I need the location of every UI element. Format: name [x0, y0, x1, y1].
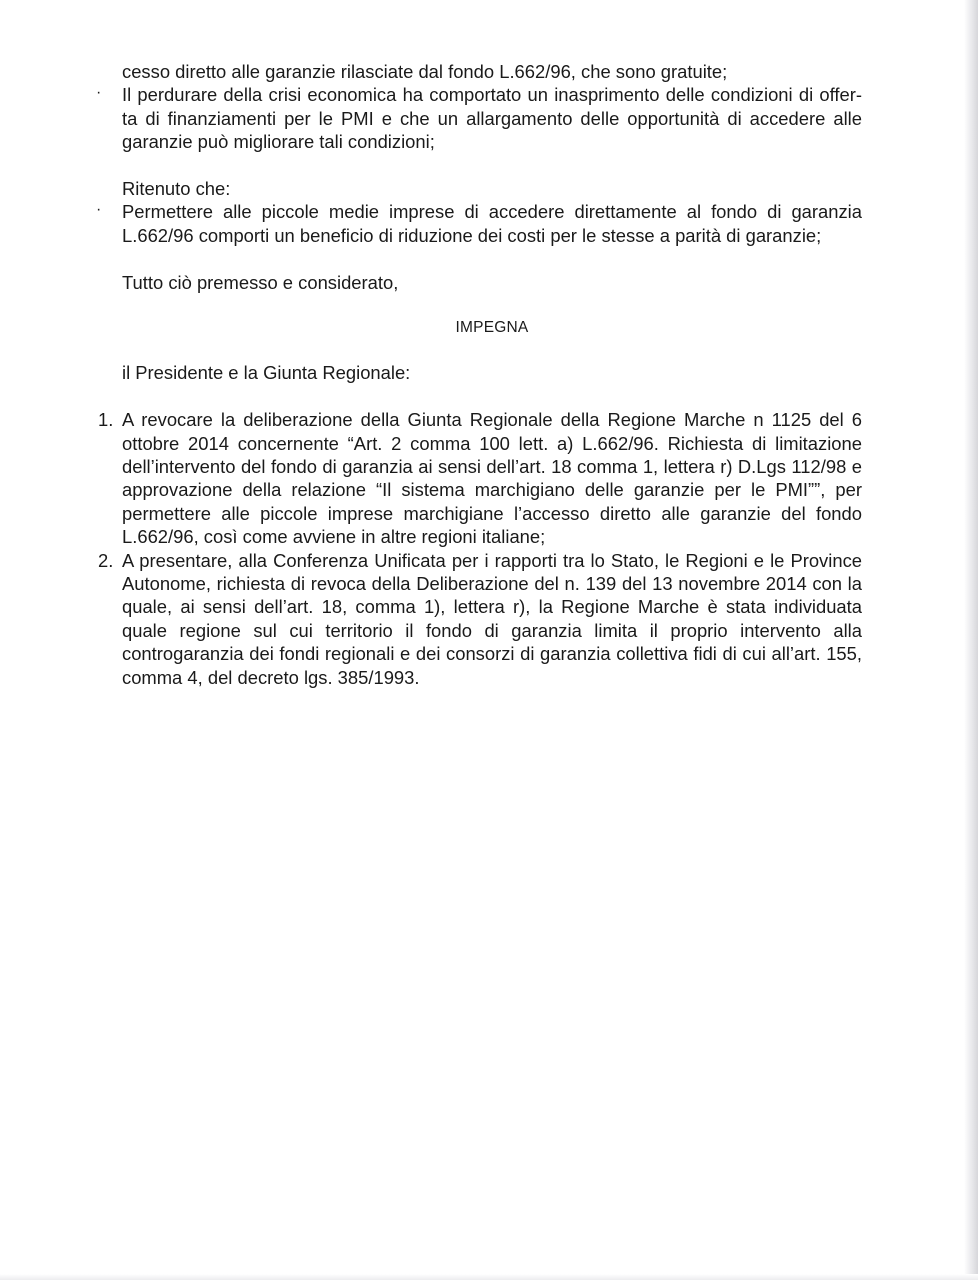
item-text: A presentare, alla Conferenza Unificata per i rapporti tra lo Stato, le Regioni e le Province Autonome, richiesta di revoca della Deliberazione del n. 139 del 13 novembre 2014 con la quale, ai sensi dell’art. 18, comma 1), lettera r), la Regione Marche è stata individuata quale regione sul cui territorio il fondo di garanzia limita il proprio intervento alla controgaranzia dei fondi regionali e dei consorzi di garanzia collettiva fidi di cui all’art. 155, comma 4, del decreto lgs. 385/1993. — [122, 549, 862, 688]
addressee-line: il Presidente e la Giunta Regionale: — [122, 362, 411, 384]
document-body — [96, 60, 862, 689]
bullet-item-crisi — [96, 83, 862, 153]
item-number: 2. — [98, 549, 114, 571]
bullet-text: Permettere alle piccole medie imprese di accedere direttamente al fondo di garanzia L.662/96 comporti un beneficio di riduzione dei costi per le stesse a parità di garanzie; — [122, 201, 862, 246]
item-number: 1. — [98, 409, 114, 431]
continuation-line: cesso diretto alle garanzie rilasciate dal fondo L.662/96, che sono gratuite; — [122, 61, 728, 82]
bullet-marker: · — [96, 201, 102, 219]
item-text: A revocare la deliberazione della Giunta Regionale della Regione Marche n 1125 del 6 ottobre 2014 concernente “Art. 2 comma 100 lett. a) L.662/96. Richiesta di limitazione dell’intervento del fondo di garanzia ai sensi dell’art. 18 comma 1, lettera r) D.Lgs 112/98 e approvazione della relazione “Il sistema marchigiano delle garanzie per le PMI””, per permettere alle piccole imprese marchigiane l’accesso diretto alle garanzie del fondo L.662/96, così come avviene in altre regioni italiane; — [122, 409, 862, 548]
ritenuto-label: Ritenuto che: — [122, 178, 231, 200]
bullet-marker: · — [96, 84, 102, 102]
numbered-item-1 — [98, 408, 862, 548]
page-bottom-shadow — [0, 1274, 978, 1280]
numbered-item-2 — [98, 549, 862, 689]
bullet-text-line1: Il perdurare della crisi economica ha comportato un inasprimento delle condizioni di offer- — [122, 84, 862, 106]
bullet-text-rest: ta di finanziamenti per le PMI e che un allargamento delle opportunità di accedere alle garanzie può migliorare tali condizioni; — [122, 107, 862, 153]
bullet-item-permettere — [96, 200, 862, 247]
section-heading: IMPEGNA — [455, 319, 529, 337]
premessa-line: Tutto ciò premesso e considerato, — [122, 271, 399, 293]
page-edge-shadow — [964, 0, 978, 1280]
